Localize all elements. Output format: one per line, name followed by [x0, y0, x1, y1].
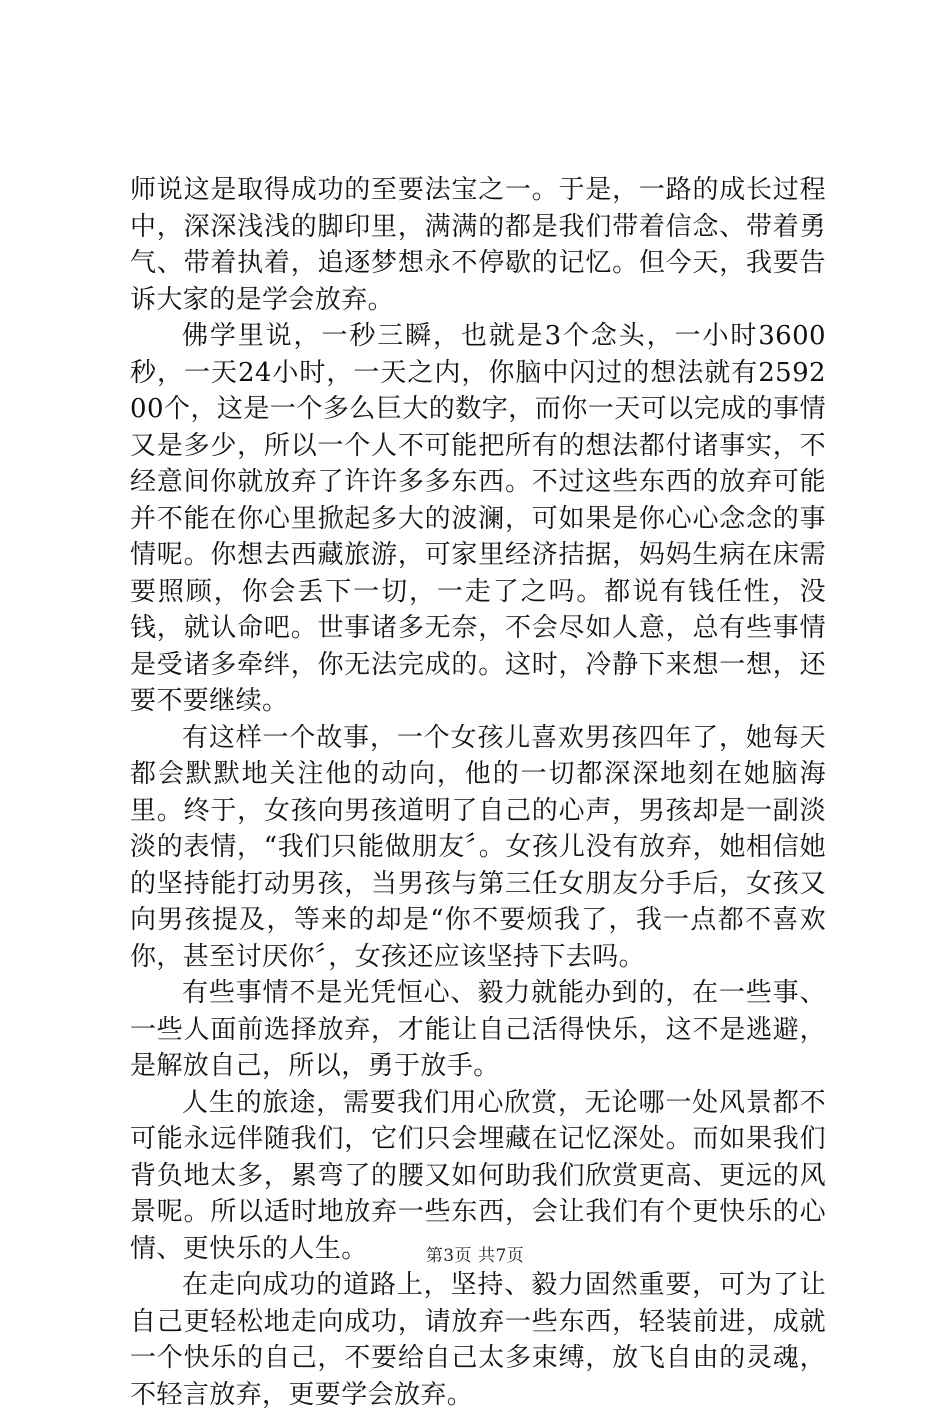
body-text: [130, 172, 826, 1413]
paragraph-3: 有这样一个故事，一个女孩儿喜欢男孩四年了，她每天都会默默地关注他的动向，他的一切都深深地刻在她脑海里。终于，女孩向男孩道明了自己的心声，男孩却是一副淡淡的表情，“我们只能做朋友〞。女孩儿没有放弃，她相信她的坚持能打动男孩，当男孩与第三任女朋友分手后，女孩又向男孩提及，等来的却是“你不要烦我了，我一点都不喜欢你，甚至讨厌你〞，女孩还应该坚持下去吗。: [130, 722, 826, 972]
paragraph-6: 在走向成功的道路上，坚持、毅力固然重要，可为了让自己更轻松地走向成功，请放弃一些东西，轻装前进，成就一个快乐的自己，不要给自己太多束缚，放飞自由的灵魂，不轻言放弃，更要学会放弃。: [130, 1270, 826, 1410]
paragraph-2: 佛学里说，一秒三瞬，也就是3个念头，一小时3600秒，一天24小时，一天之内，你脑中闪过的想法就有259200个，这是一个多么巨大的数字，而你一天可以完成的事情又是多少，所以一个人不可能把所有的想法都付诸事实，不经意间你就放弃了许许多多东西。不过这些东西的放弃可能并不能在你心里掀起多大的波澜，可如果是你心心念念的事情呢。你想去西藏旅游，可家里经济拮据，妈妈生病在床需要照顾，你会丢下一切，一走了之吗。都说有钱任性，没钱，就认命吧。世事诸多无奈，不会尽如人意，总有些事情是受诸多牵绊，你无法完成的。这时，冷静下来想一想，还要不要继续。: [130, 321, 826, 716]
paragraph-4: 有些事情不是光凭恒心、毅力就能办到的，在一些事、一些人面前选择放弃，才能让自己活得快乐，这不是逃避，是解放自己，所以，勇于放手。: [130, 978, 826, 1081]
paragraph-5: 人生的旅途，需要我们用心欣赏，无论哪一处风景都不可能永远伴随我们，它们只会埋藏在记忆深处。而如果我们背负地太多，累弯了的腰又如何助我们欣赏更高、更远的风景呢。所以适时地放弃一些东西，会让我们有个更快乐的心情、更快乐的人生。: [130, 1087, 826, 1264]
page-footer: 第3页 共7页: [425, 1246, 525, 1266]
paragraph-1: 师说这是取得成功的至要法宝之一。于是，一路的成长过程中，深深浅浅的脚印里，满满的都是我们带着信念、带着勇气、带着执着，追逐梦想永不停歇的记忆。但今天，我要告诉大家的是学会放弃。: [130, 175, 826, 315]
